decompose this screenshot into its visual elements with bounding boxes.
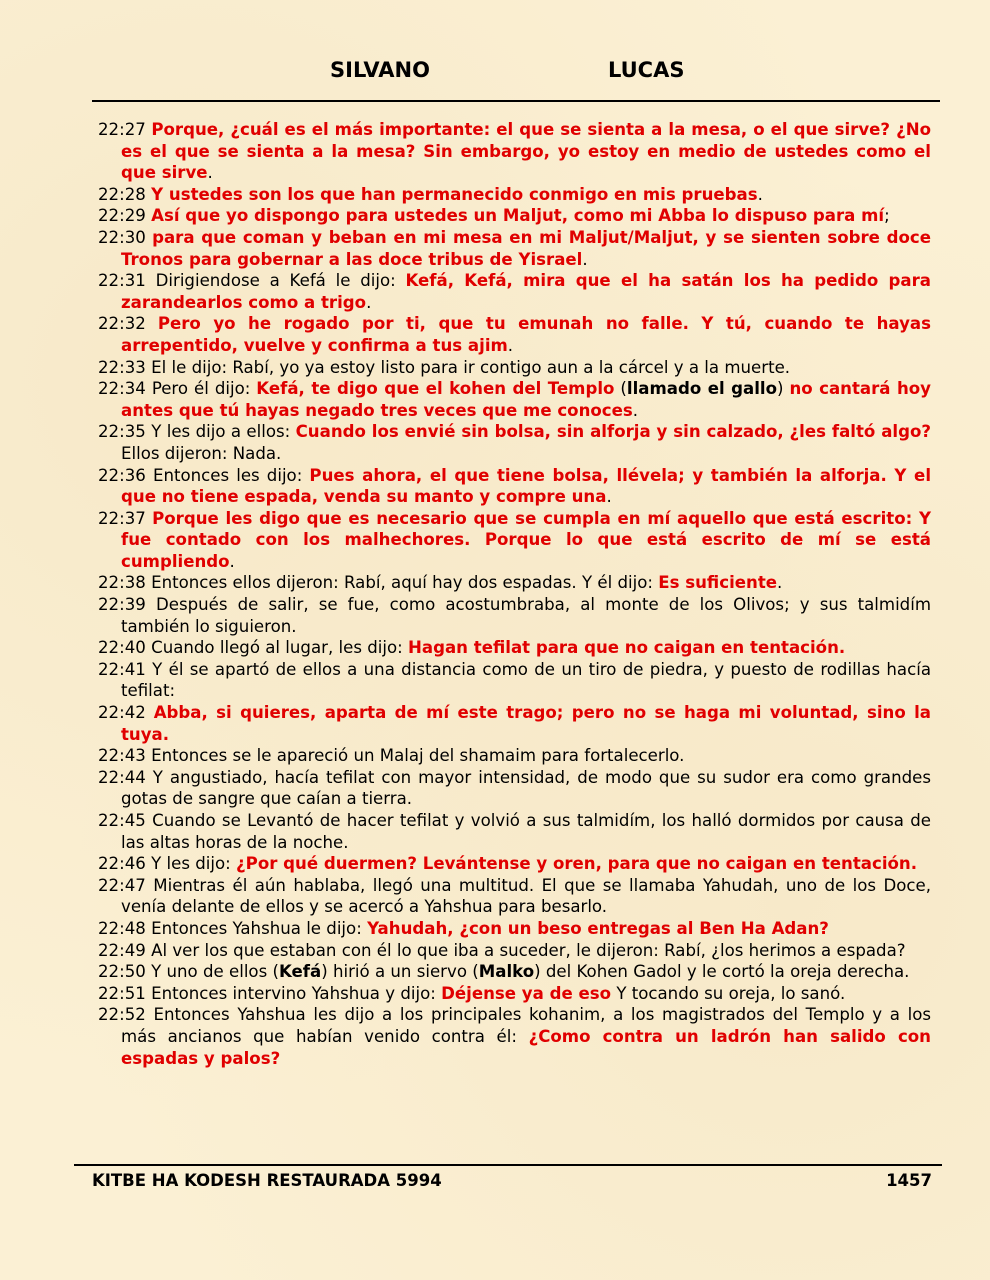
verse-ref: 22:37 bbox=[98, 508, 146, 528]
verse-list bbox=[98, 119, 931, 1069]
narrative-text: ; bbox=[884, 206, 890, 226]
spoken-words: ¿Por qué duermen? Levántense y oren, para que no caigan en tentación. bbox=[236, 854, 918, 874]
verse bbox=[98, 421, 931, 464]
footer-title: KITBE HA KODESH RESTAURADA 5994 bbox=[92, 1171, 442, 1190]
verse-ref: 22:40 bbox=[98, 638, 146, 658]
header-author: SILVANO bbox=[330, 58, 430, 82]
verse-ref: 22:27 bbox=[98, 120, 146, 139]
verse bbox=[98, 205, 931, 227]
verse-ref: 22:29 bbox=[98, 206, 146, 226]
narrative-text: Entonces ellos dijeron: Rabí, aquí hay dos espadas. Y él dijo: bbox=[151, 573, 659, 593]
verse-ref: 22:35 bbox=[98, 422, 146, 442]
footer-rule bbox=[74, 1164, 942, 1166]
verse-ref: 22:47 bbox=[98, 875, 146, 895]
bold-text: llamado el gallo bbox=[626, 379, 777, 399]
narrative-text: Entonces se le apareció un Malaj del shamaim para fortalecerlo. bbox=[151, 746, 685, 766]
narrative-text: . bbox=[507, 335, 514, 355]
verse bbox=[98, 184, 931, 206]
verse-ref: 22:39 bbox=[98, 595, 146, 615]
narrative-text: Dirigiendose a Kefá le dijo: bbox=[155, 271, 406, 291]
page-number: 1457 bbox=[886, 1171, 932, 1190]
spoken-words: para que coman y beban en mi mesa en mi Maljut/Maljut, y se sienten sobre doce Tronos para gobernar a las doce tribus de Yisrael bbox=[121, 227, 932, 269]
spoken-words: Yahudah, ¿con un beso entregas al Ben Ha Adan? bbox=[367, 918, 829, 938]
verse bbox=[98, 313, 931, 356]
verse bbox=[98, 572, 931, 594]
narrative-text: ) bbox=[776, 379, 790, 399]
verse-ref: 22:32 bbox=[98, 314, 146, 334]
spoken-words: Pues ahora, el que tiene bolsa, llévela; y también la alforja. Y el que no tiene espada, venda su manto y compre una bbox=[121, 465, 932, 507]
verse bbox=[98, 767, 931, 810]
verse bbox=[98, 378, 931, 421]
verse-ref: 22:36 bbox=[98, 465, 146, 485]
verse-ref: 22:48 bbox=[98, 918, 146, 938]
verse-ref: 22:31 bbox=[98, 271, 146, 291]
narrative-text: Entonces les dijo: bbox=[152, 465, 310, 485]
spoken-words: Déjense ya de eso bbox=[441, 983, 612, 1003]
narrative-text: Y les dijo a ellos: bbox=[151, 422, 296, 442]
verse bbox=[98, 119, 931, 184]
verse bbox=[98, 637, 931, 659]
narrative-text: Entonces intervino Yahshua y dijo: bbox=[151, 983, 442, 1003]
spoken-words: Y ustedes son los que han permanecido conmigo en mis pruebas bbox=[151, 184, 758, 204]
narrative-text: Al ver los que estaban con él lo que iba a suceder, le dijeron: Rabí, ¿los herimos a espada? bbox=[151, 940, 906, 960]
verse-ref: 22:34 bbox=[98, 379, 146, 399]
narrative-text: Cuando se Levantó de hacer tefilat y volvió a sus talmidím, los halló dormidos por causa de las altas horas de la noche. bbox=[121, 811, 931, 852]
narrative-text: ( bbox=[614, 379, 627, 399]
narrative-text: Y él se apartó de ellos a una distancia como de un tiro de piedra, y puesto de rodillas hacía tefilat: bbox=[121, 659, 932, 701]
narrative-text: El le dijo: Rabí, yo ya estoy listo para ir contigo aun a la cárcel y a la muerte. bbox=[151, 357, 791, 377]
narrative-text: Ellos dijeron: Nada. bbox=[121, 443, 282, 463]
verse-ref: 22:28 bbox=[98, 184, 146, 204]
verse bbox=[98, 940, 931, 962]
verse-ref: 22:44 bbox=[98, 767, 146, 787]
narrative-text: . bbox=[606, 487, 612, 507]
spoken-words: Cuando los envié sin bolsa, sin alforja y sin calzado, ¿les faltó algo? bbox=[295, 422, 931, 442]
verse-ref: 22:51 bbox=[98, 983, 146, 1003]
spoken-words: no cantará hoy antes que tú hayas negado tres veces que me conoces bbox=[121, 379, 931, 420]
narrative-text: Entonces Yahshua les dijo a los principales kohanim, a los magistrados del Templo y a los más ancianos que habían venido contra él: bbox=[121, 1005, 931, 1046]
narrative-text: . bbox=[777, 573, 783, 593]
verse-ref: 22:41 bbox=[98, 659, 146, 679]
verse bbox=[98, 465, 931, 508]
verse-ref: 22:42 bbox=[98, 703, 146, 723]
spoken-words: Pero yo he rogado por ti, que tu emunah no falle. Y tú, cuando te hayas arrepentido, vuelve y confirma a tus ajim bbox=[121, 314, 931, 355]
narrative-text: Cuando llegó al lugar, les dijo: bbox=[151, 638, 409, 658]
verse bbox=[98, 961, 931, 983]
verse-ref: 22:43 bbox=[98, 746, 146, 766]
narrative-text: Mientras él aún hablaba, llegó una multitud. El que se llamaba Yahudah, uno de los Doce, venía delante de ellos y se acercó a Yahshua para besarlo. bbox=[121, 875, 931, 917]
verse bbox=[98, 594, 931, 637]
narrative-text: ) hirió a un siervo ( bbox=[321, 962, 479, 982]
verse-ref: 22:30 bbox=[98, 227, 146, 247]
verse bbox=[98, 270, 931, 313]
verse bbox=[98, 875, 931, 918]
bold-text: Kefá bbox=[278, 962, 322, 982]
narrative-text: . bbox=[229, 551, 235, 571]
narrative-text: Pero él dijo: bbox=[151, 379, 257, 399]
spoken-words: ¿Como contra un ladrón han salido con espadas y palos? bbox=[121, 1026, 931, 1068]
spoken-words: Kefá, te digo que el kohen del Templo bbox=[256, 379, 615, 399]
page-header bbox=[0, 58, 990, 92]
verse-ref: 22:46 bbox=[98, 854, 146, 874]
narrative-text: Después de salir, se fue, como acostumbraba, al monte de los Olivos; y sus talmidím también lo siguieron. bbox=[121, 595, 931, 636]
header-rule bbox=[92, 100, 940, 102]
spoken-words: Hagan tefilat para que no caigan en tentación. bbox=[408, 638, 846, 658]
narrative-text: ) del Kohen Gadol y le cortó la oreja derecha. bbox=[534, 962, 910, 982]
verse bbox=[98, 357, 931, 379]
narrative-text: Y uno de ellos ( bbox=[151, 962, 279, 982]
header-book: LUCAS bbox=[608, 58, 685, 82]
verse-ref: 22:38 bbox=[98, 573, 146, 593]
spoken-words: Porque les digo que es necesario que se cumpla en mí aquello que está escrito: Y fue contado con los malhechores. Porque lo que está escrito de mí se está cumpliendo bbox=[121, 508, 931, 571]
verse-ref: 22:52 bbox=[98, 1005, 146, 1025]
spoken-words: Es suficiente bbox=[658, 573, 778, 593]
verse bbox=[98, 745, 931, 767]
verse-ref: 22:45 bbox=[98, 811, 146, 830]
verse-ref: 22:33 bbox=[98, 357, 146, 377]
spoken-words: Abba, si quieres, aparta de mí este trago; pero no se haga mi voluntad, sino la tuya. bbox=[121, 703, 931, 744]
spoken-words: Porque, ¿cuál es el más importante: el que se sienta a la mesa, o el que sirve? ¿No es el que se sienta a la mesa? Sin embargo, yo estoy en medio de ustedes como el que sirve bbox=[121, 120, 931, 183]
narrative-text: Entonces Yahshua le dijo: bbox=[151, 918, 368, 938]
narrative-text: . bbox=[582, 249, 588, 269]
verse-ref: 22:50 bbox=[98, 962, 146, 982]
narrative-text: . bbox=[207, 163, 213, 183]
verse bbox=[98, 810, 931, 853]
narrative-text: Y les dijo: bbox=[151, 854, 237, 874]
verse bbox=[98, 508, 931, 573]
verse bbox=[98, 853, 931, 875]
narrative-text: . bbox=[757, 184, 763, 204]
verse bbox=[98, 659, 931, 702]
verse bbox=[98, 227, 931, 270]
page-footer bbox=[92, 1171, 932, 1193]
verse-ref: 22:49 bbox=[98, 940, 146, 960]
bold-text: Malko bbox=[478, 962, 535, 982]
spoken-words: Así que yo dispongo para ustedes un Maljut, como mi Abba lo dispuso para mí bbox=[151, 206, 885, 226]
narrative-text: . bbox=[366, 292, 372, 312]
verse bbox=[98, 1004, 931, 1069]
verse bbox=[98, 702, 931, 745]
narrative-text: . bbox=[632, 400, 639, 420]
spoken-words: Kefá, Kefá, mira que el ha satán los ha pedido para zarandearlos como a trigo bbox=[121, 271, 931, 312]
verse bbox=[98, 918, 931, 940]
narrative-text: Y tocando su oreja, lo sanó. bbox=[611, 983, 846, 1003]
narrative-text: Y angustiado, hacía tefilat con mayor intensidad, de modo que su sudor era como grandes gotas de sangre que caían a tierra. bbox=[121, 767, 931, 809]
verse bbox=[98, 983, 931, 1005]
